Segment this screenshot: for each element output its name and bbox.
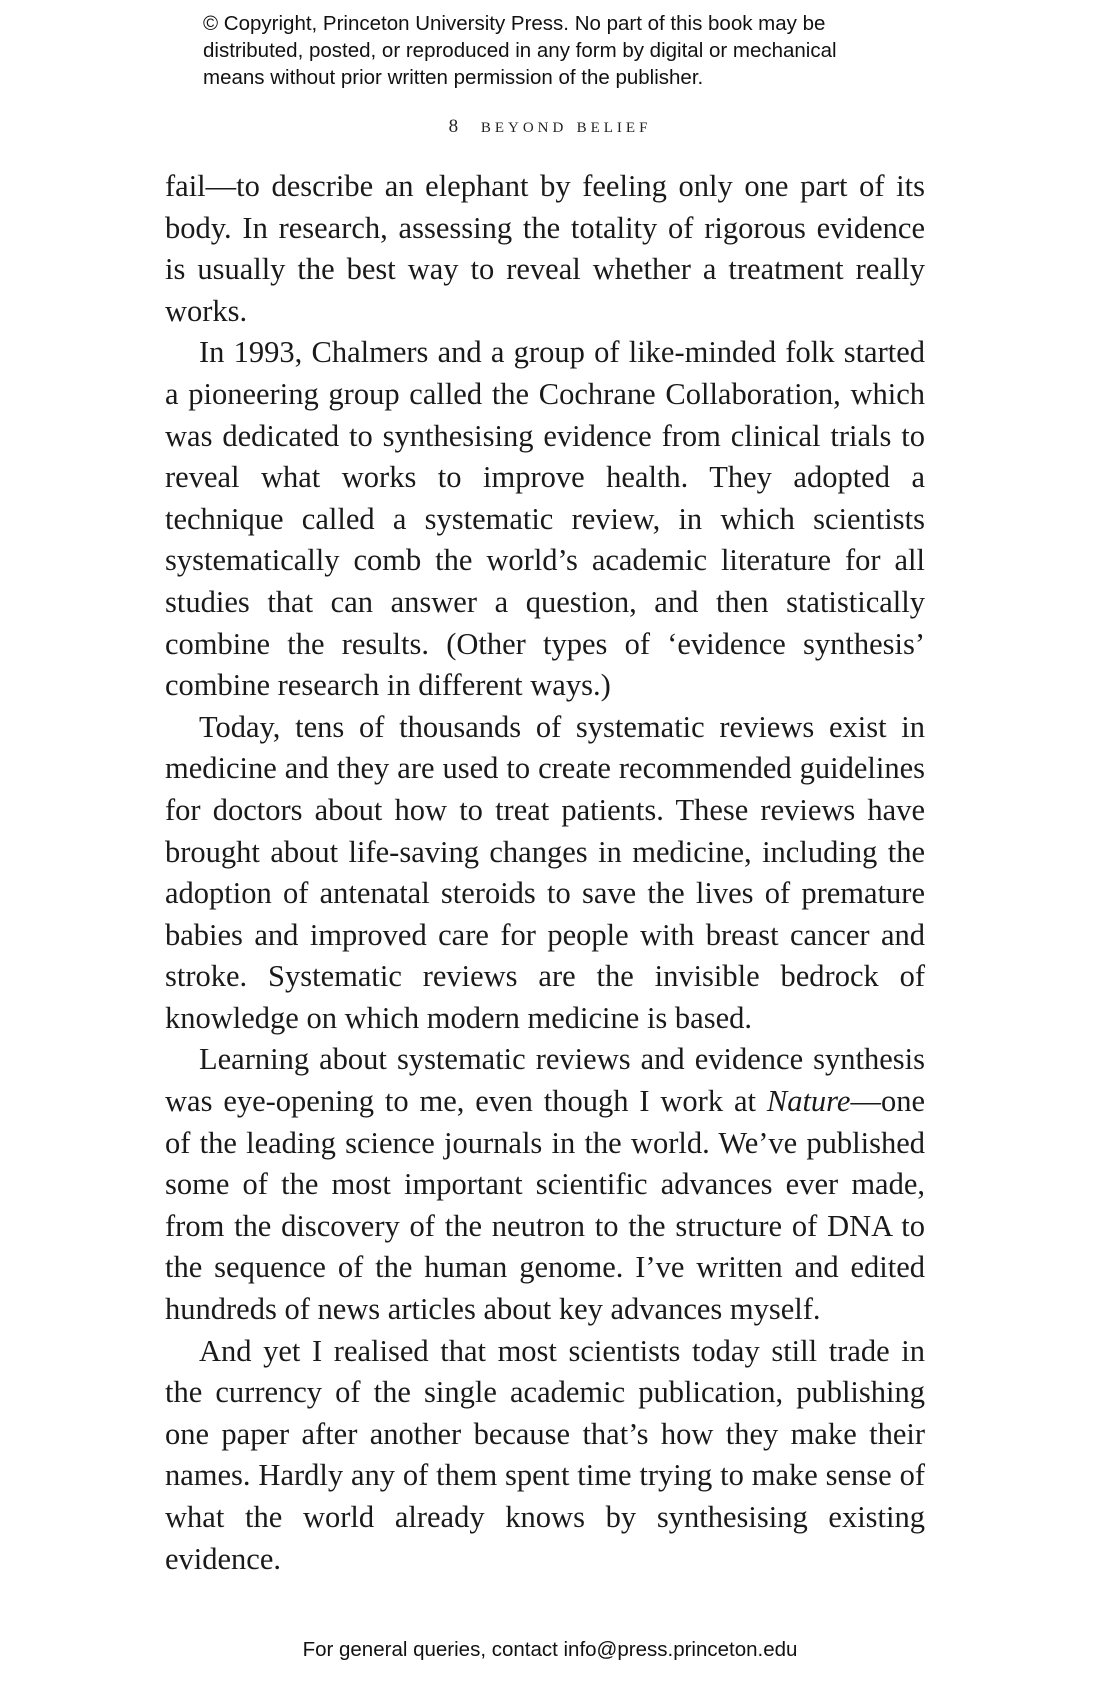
- paragraph-4: [165, 1039, 925, 1330]
- page-number: 8: [448, 116, 459, 137]
- copyright-notice: [203, 10, 923, 91]
- copyright-line-3: means without prior written permission of the publisher.: [203, 66, 704, 89]
- footer-contact: For general queries, contact info@press.princeton.edu: [302, 1638, 798, 1661]
- copyright-line-1: © Copyright, Princeton University Press. No part of this book may be: [203, 12, 826, 35]
- copyright-line-2: distributed, posted, or reproduced in any form by digital or mechanical: [203, 39, 837, 62]
- paragraph-4-start: Learning about systematic reviews and evidence synthesis was eye-opening to me, even though I work at: [165, 1042, 925, 1119]
- journal-name: Nature: [766, 1084, 851, 1119]
- paragraph-3: Today, tens of thousands of systematic reviews exist in medicine and they are used to create recommended guidelines for doctors about how to treat patients. These reviews have brought about life-saving changes in medicine, including the adoption of antenatal steroids to save the lives of premature babies and improved care for people with breast cancer and stroke. Systematic reviews are the invisible bedrock of knowledge on which modern medicine is based.: [165, 709, 925, 1035]
- paragraph-1: fail—to describe an elephant by feeling only one part of its body. In research, assessing the totality of rigorous evidence is usually the best way to reveal whether a treatment really works.: [165, 169, 925, 328]
- paragraph-2: In 1993, Chalmers and a group of like-minded folk started a pioneering group called the Cochrane Collaboration, which was dedicated to synthesising evidence from clinical trials to reveal what works to improve health. They adopted a technique called a systematic review, in which scientists systematically comb the world’s academic literature for all studies that can answer a question, and then statistically combine the results. (Other types of ‘evidence synthesis’ combine research in different ways.): [165, 335, 925, 703]
- paragraph-5: And yet I realised that most scientists today still trade in the currency of the single academic publication, publishing one paper after another because that’s how they make their names. Hardly any of them spent time trying to make sense of what the world already knows by synthesising existing evidence.: [165, 1333, 925, 1576]
- paragraph-4-end: —one of the leading science journals in the world. We’ve published some of the most important scientific advances ever made, from the discovery of the neutron to the structure of DNA to the sequence of the human genome. I’ve written and edited hundreds of news articles about key advances myself.: [165, 1084, 925, 1327]
- body-text: [165, 166, 925, 1580]
- running-head: [0, 113, 1100, 138]
- running-head-title: beyond belief: [480, 113, 652, 137]
